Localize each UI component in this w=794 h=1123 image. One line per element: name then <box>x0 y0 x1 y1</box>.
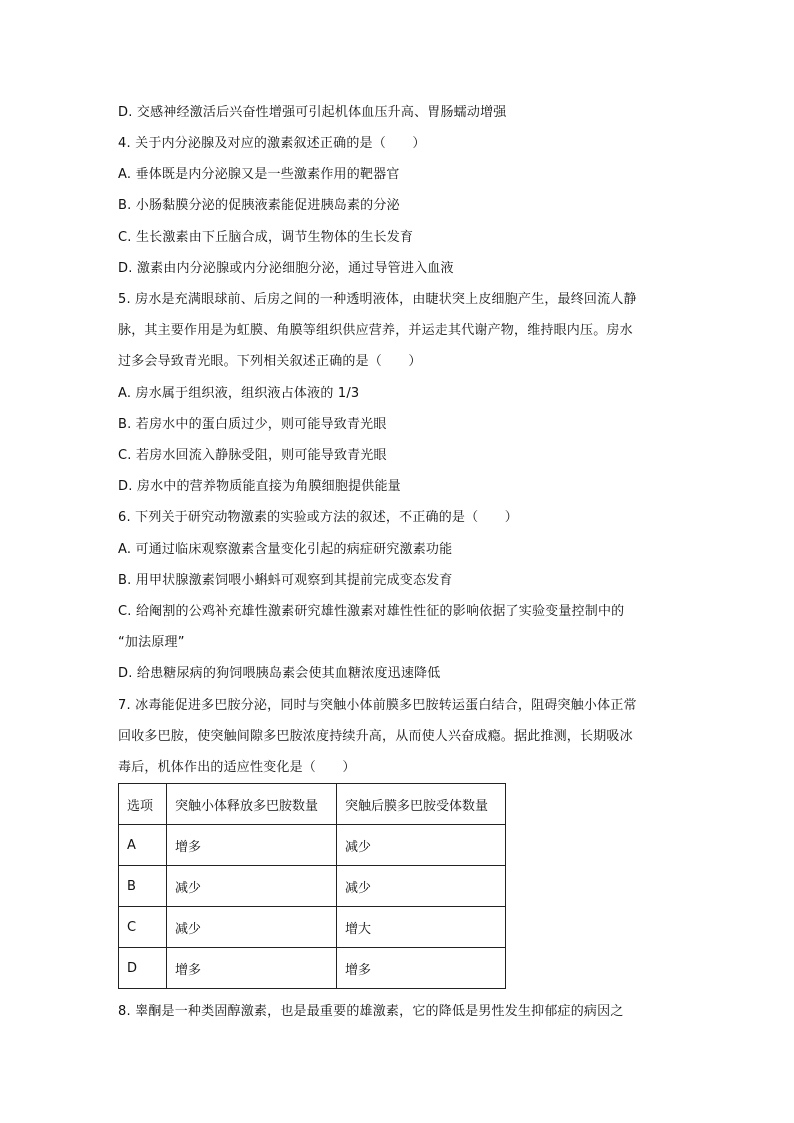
table-cell: A <box>119 825 167 866</box>
option-6c-line-2: “加法原理” <box>118 635 185 650</box>
option-6d: D. 给患糖尿病的狗饲喂胰岛素会使其血糖浓度迅速降低 <box>118 666 441 681</box>
option-6b: B. 用甲状腺激素饲喂小蝌蚪可观察到其提前完成变态发育 <box>118 573 453 588</box>
table-cell: 减少 <box>337 825 506 866</box>
question-5-line-3: 过多会导致青光眼。下列相关叙述正确的是（ ） <box>118 354 422 369</box>
table-cell: 减少 <box>337 866 506 907</box>
question-5-line-1: 5. 房水是充满眼球前、后房之间的一种透明液体，由睫状突上皮细胞产生，最终回流人静 <box>118 292 637 307</box>
question-7-line-3: 毒后，机体作出的适应性变化是（ ） <box>118 760 356 775</box>
table-row <box>119 825 506 866</box>
table-row <box>119 948 506 989</box>
option-4d: D. 激素由内分泌腺或内分泌细胞分泌，通过导管进入血液 <box>118 261 454 276</box>
table-cell: 增大 <box>337 907 506 948</box>
table-cell: 减少 <box>167 866 337 907</box>
question-8-line-1: 8. 睾酮是一种类固醇激素，也是最重要的雄激素，它的降低是男性发生抑郁症的病因之 <box>118 1004 624 1019</box>
table-cell: 增多 <box>167 948 337 989</box>
table-header-cell: 突触小体释放多巴胺数量 <box>167 784 337 825</box>
option-5b: B. 若房水中的蛋白质过少，则可能导致青光眼 <box>118 417 387 432</box>
table-header-cell: 突触后膜多巴胺受体数量 <box>337 784 506 825</box>
table-cell: D <box>119 948 167 989</box>
table-cell: C <box>119 907 167 948</box>
table-cell: 增多 <box>337 948 506 989</box>
question-7-line-1: 7. 冰毒能促进多巴胺分泌，同时与突触小体前膜多巴胺转运蛋白结合，阻碍突触小体正常 <box>118 698 637 713</box>
option-6c-line-1: C. 给阉割的公鸡补充雄性激素研究雄性激素对雄性性征的影响依据了实验变量控制中的 <box>118 604 625 619</box>
table-header-row <box>119 784 506 825</box>
table-cell: B <box>119 866 167 907</box>
option-4c: C. 生长激素由下丘脑合成，调节生物体的生长发育 <box>118 230 414 245</box>
option-4b: B. 小肠黏膜分泌的促胰液素能促进胰岛素的分泌 <box>118 198 400 213</box>
question-6: 6. 下列关于研究动物激素的实验或方法的叙述，不正确的是（ ） <box>118 510 518 525</box>
table-row <box>119 866 506 907</box>
options-table <box>118 783 506 989</box>
question-7-line-2: 回收多巴胺，使突触间隙多巴胺浓度持续升高，从而使人兴奋成瘾。据此推测，长期吸冰 <box>118 729 633 744</box>
table-cell: 增多 <box>167 825 337 866</box>
option-4a: A. 垂体既是内分泌腺又是一些激素作用的靶器官 <box>118 167 400 182</box>
table-cell: 减少 <box>167 907 337 948</box>
question-5-line-2: 脉，其主要作用是为虹膜、角膜等组织供应营养，并运走其代谢产物，维持眼内压。房水 <box>118 323 633 338</box>
option-6a: A. 可通过临床观察激素含量变化引起的病症研究激素功能 <box>118 542 453 557</box>
table-row <box>119 907 506 948</box>
option-3d: D. 交感神经激活后兴奋性增强可引起机体血压升高、胃肠蠕动增强 <box>118 105 507 120</box>
option-5a: A. 房水属于组织液，组织液占体液的 1/3 <box>118 386 360 401</box>
option-5d: D. 房水中的营养物质能直接为角膜细胞提供能量 <box>118 479 401 494</box>
option-5c: C. 若房水回流入静脉受阻，则可能导致青光眼 <box>118 448 387 463</box>
question-4: 4. 关于内分泌腺及对应的激素叙述正确的是（ ） <box>118 136 426 151</box>
table-header-cell: 选项 <box>119 784 167 825</box>
